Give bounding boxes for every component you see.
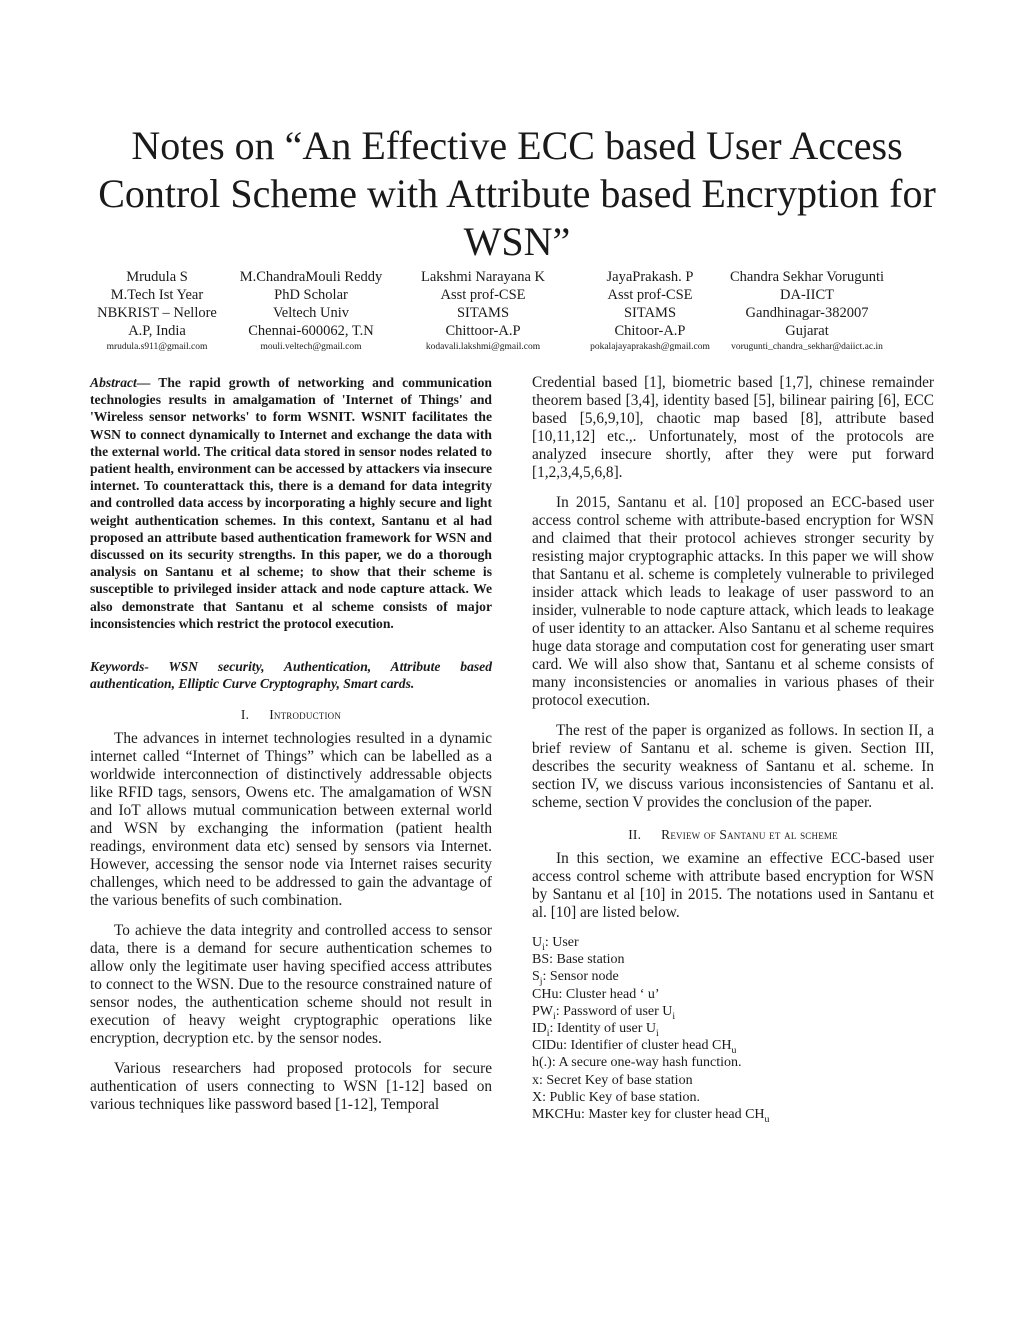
author-name: Lakshmi Narayana K [420,269,545,285]
section-heading-review [532,826,934,844]
abstract-text: The rapid growth of networking and communication technologies results in amalgamation of 'Internet of Things' and 'Wireless sensor networks' to form WSNIT. WSNIT facilitates the WSN to connect dynamically to Internet and exchange the data with the external world. The critical data stored in sensor nodes related to patient health, environment can be accessed by attackers via insecure internet. To counterattack this, there is a demand for data integrity and controlled data access by incorporating a highly secure and light weight authentication schemes. In this context, Santanu et al had proposed an attribute based authentication framework for WSN and discussed on its security strengths. In this paper, we do a thorough analysis on Santanu et al scheme; to show that their scheme is susceptible to privileged insider attack and node capture attack. We also demonstrate that Santanu et al scheme consists of major inconsistencies which restrict the protocol execution. [90,375,492,631]
notation-sym: S [532,969,540,985]
author-name: M.ChandraMouli Reddy [239,269,383,285]
notation-sym: x [532,1072,539,1088]
author-name: Mrudula S [126,269,188,285]
notation-sub: i [542,941,545,953]
notation-item [532,1003,934,1020]
author-role: Asst prof-CSE [607,287,693,303]
notation-def: : Password of user U [555,1003,673,1019]
notation-item [532,968,934,988]
paragraph: The rest of the paper is organized as follows. In section II, a brief review of Santanu et al. scheme is given. Section III, describes the security weakness of Santanu et al. scheme. In section IV, we discuss various inconsistencies of Santanu et al. scheme, section V provides the conclusion of the paper. [532,722,934,811]
author-email: vorugunti_chandra_sekhar@daiict.ac.in [731,342,883,352]
section-number: I. [240,707,250,723]
author-affiliation: SITAMS [456,305,510,321]
notation-sym: CIDu [532,1038,564,1054]
paragraph: Credential based [1], biometric based [1,7], chinese remainder theorem based [3,4], identity based [5], bilinear pairing [6], ECC based [5,6,9,10], chaotic map based [8], attribute based [10,11,12] etc.,. Unfortunately, most of the protocols are analyzed insecure shortly, after they were put forward [1,2,3,4,5,6,8]. [532,374,934,481]
author-name: JayaPrakash. P [606,269,694,285]
notation-item [532,986,934,1003]
paper-title: Notes on “An Effective ECC based User Access Control Scheme with Attribute based Encryption for WSN” [98,123,936,264]
notation-sym: ID [532,1021,547,1037]
abstract-lead: Abstract— [90,375,151,390]
notation-item [532,1020,934,1037]
author-name: Chandra Sekhar Vorugunti [729,269,885,285]
notation-item [532,1037,934,1057]
notation-def: : Identity of user U [549,1021,657,1037]
author-affiliation: SITAMS [623,305,677,321]
notation-sub: j [539,976,543,988]
notation-sub: i [553,1010,556,1022]
paragraph: Various researchers had proposed protocols for secure authentication of users connecting to WSN [1-12] based on various techniques like password based [1-12], Temporal [90,1060,492,1114]
author-email: mrudula.s911@gmail.com [106,342,208,352]
notation-def: : Secret Key of base station [539,1072,693,1088]
author-5 [716,268,898,354]
notation-sym: h(.) [532,1055,552,1071]
notation-item [532,951,934,968]
author-affiliation: Gandhinagar-382007 [745,305,869,321]
notation-sym: MKCHu [532,1107,582,1123]
notation-dsub: i [656,1027,659,1039]
keywords: Keywords- WSN security, Authentication, Attribute based authentication, Elliptic Curve Cryptography, Smart cards. [90,659,492,692]
author-location: Chitoor-A.P [614,323,686,339]
section-title: Introduction [269,707,342,723]
paragraph: In 2015, Santanu et al. [10] proposed an ECC-based user access control scheme with attribute-based encryption for WSN and claimed that their protocol achieves stronger security by resisting major cryptographic attacks. In this paper we will show that Santanu et al. scheme is completely vulnerable to privileged insider attack which leads to leakage of user password to an insider, vulnerable to node capture attack, which leads to leakage of user identity to an attacker. Also Santanu et al scheme requires huge data storage and computation cost for generating user smart card. We will also show that, Santanu et al scheme consists of many inconsistencies or anomalies in various phases of their protocol execution. [532,494,934,709]
notation-def: : Identifier of cluster head CH [563,1038,732,1054]
notation-sub: i [546,1027,550,1039]
notation-sym: BS [532,952,550,968]
paragraph: The advances in internet technologies resulted in a dynamic internet called “Internet of Things” which can be labelled as a worldwide interconnection of distinctively addressable objects like RFID tags, sensors, Owens etc. The amalgamation of WSN and IoT allows mutual communication between external world and WSN by exchanging the information (patient health readings, environment data etc) sensed by sensors via Internet. However, accessing the sensor node via Internet raises security challenges, which need to be addressed to gain the advantage of the various benefits of such combination. [90,730,492,910]
notation-dsub: u [731,1045,737,1057]
notation-def: : Base station [549,952,625,968]
notation-def: : A secure one-way hash function. [551,1055,742,1071]
author-role: Asst prof-CSE [440,287,526,303]
author-3 [398,268,568,354]
notation-sym: PW [532,1003,553,1019]
notation-def: : User [544,935,579,950]
left-column [90,374,492,1126]
right-column [532,374,934,1123]
author-email: mouli.veltech@gmail.com [260,342,362,352]
section-number: II. [628,827,642,842]
notation-item [532,934,934,951]
author-location: Gujarat [785,323,829,339]
author-email: pokalajayaprakash@gmail.com [590,342,710,352]
notation-sym: X [532,1089,543,1105]
notation-list [532,934,934,1123]
author-4 [570,268,730,354]
author-role: DA-IICT [780,287,834,303]
notation-item [532,1089,934,1106]
notation-def: : Public Key of base station. [542,1089,700,1105]
paragraph: To achieve the data integrity and controlled access to sensor data, there is a demand for secure authentication schemes to allow only the legitimate user having specified access attributes to connect to the WSN. Due to the resource constrained nature of sensor nodes, the authentication scheme should not result in execution of heavy weight cryptographic operations like encryption, decryption etc. by the sensor nodes. [90,922,492,1048]
notation-def: : Cluster head ‘ u’ [558,986,660,1002]
author-1 [82,268,232,354]
notation-dsub: i [672,1010,676,1022]
notation-sym: U [532,935,543,950]
section-title: Review of Santanu et al scheme [661,827,838,842]
notation-def: : Sensor node [542,969,619,985]
notation-def: : Master key for cluster head CH [581,1107,765,1123]
author-block [0,268,1024,358]
section-heading-introduction [90,706,492,724]
author-affiliation: Veltech Univ [272,305,350,321]
author-email: kodavali.lakshmi@gmail.com [425,342,541,352]
author-affiliation: NBKRIST – Nellore [97,305,217,321]
notation-dsub: u [764,1113,770,1125]
abstract [90,374,492,632]
notation-item [532,1072,934,1089]
notation-item [532,1106,934,1123]
paragraph: In this section, we examine an effective ECC-based user access control scheme with attribute based encryption for WSN by Santanu et al [10] in 2015. The notations used in Santanu et al. [10] are listed below. [532,850,934,921]
notation-sym: CHu [532,986,559,1002]
author-location: Chittoor-A.P [445,323,521,339]
author-role: PhD Scholar [274,287,348,303]
author-2 [226,268,396,354]
author-location: Chennai-600062, T.N [248,323,374,339]
author-location: A.P, India [128,323,186,339]
author-role: M.Tech Ist Year [110,287,204,303]
notation-item [532,1054,934,1071]
